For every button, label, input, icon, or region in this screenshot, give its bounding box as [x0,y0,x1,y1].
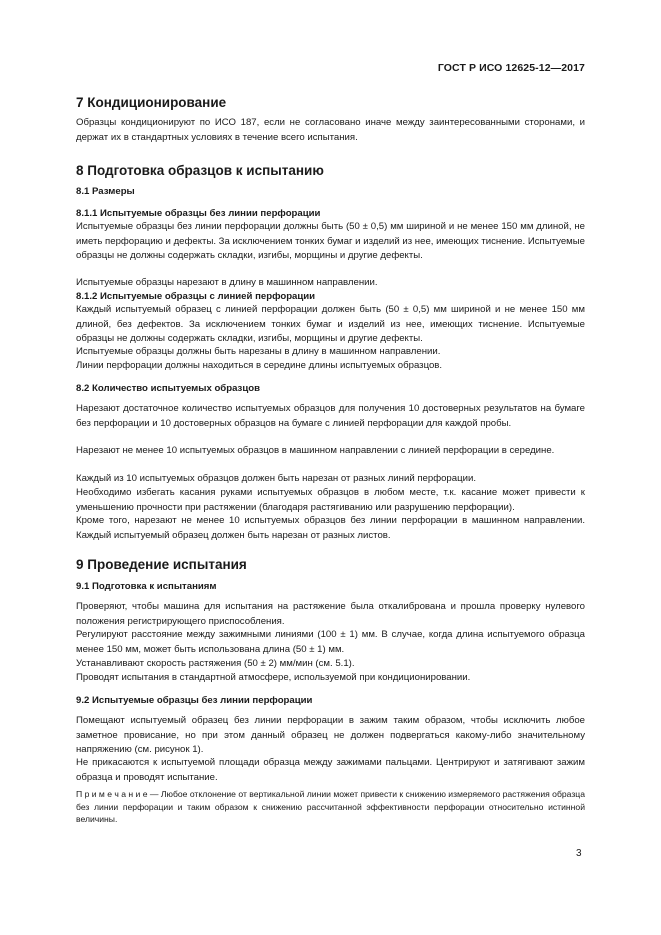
section-9-1-paragraph-2: Регулируют расстояние между зажимными линиями (100 ± 1) мм. В случае, когда длина испытуемого образца менее 150 мм, может быть использована длина (50 ± 1) мм. [76,629,585,655]
section-8-2-paragraph-5: Кроме того, нарезают не менее 10 испытуемых образцов без линии перфорации в машинном направлении. Каждый испытуемый образец должен быть нарезан от разных листов. [76,515,585,541]
section-8-1-1-title: 8.1.1 Испытуемые образцы без линии перфорации [76,208,321,219]
section-9-1-paragraph-1: Проверяют, чтобы машина для испытания на растяжение была откалиброванa и прошла проверку нулевого положения регистрирующего приспособления. [76,601,585,627]
section-9-2-title: 9.2 Испытуемые образцы без линии перфорации [76,695,313,706]
section-7-title: 7 Кондиционирование [76,95,227,110]
section-7-paragraph: Образцы кондиционируют по ИСО 187, если не согласовано иначе между заинтересованными сторонами, и держат их в стандартных условиях в течение всего испытания. [76,117,585,143]
section-8-1-2-title: 8.1.2 Испытуемые образцы с линией перфорации [76,291,316,302]
section-8-2-paragraph-1: Нарезают достаточное количество испытуемых образцов для получения 10 достоверных результатов на бумаге без перфорации и 10 достоверных образцов на бумаге с линией перфорации для каждой пробы. [76,403,585,429]
section-8-2-paragraph-2: Нарезают не менее 10 испытуемых образцов в машинном направлении с линией перфорации в середине. [76,445,555,456]
section-9-2-paragraph-2: Не прикасаются к испытуемой площади образца между зажимами пальцами. Центрируют и затягивают зажим образца и проводят испытание. [76,757,585,783]
note-text: — Любое отклонение от вертикальной линии может привести к снижению измеряемого растяжения образца без линии перфорации и таким образом к снижению рассчитанной эффективности перфорации относительно истинной величины. [76,789,585,824]
note-label: П р и м е ч а н и е [76,789,148,799]
section-9-1-paragraph-3: Устанавливают скорость растяжения (50 ± 2) мм/мин (см. 5.1). [76,658,355,669]
section-8-1-2-paragraph-2: Испытуемые образцы должны быть нарезаны в длину в машинном направлении. [76,346,441,357]
section-8-1-1-paragraph-2: Испытуемые образцы нарезают в длину в машинном направлении. [76,277,378,288]
section-8-2-paragraph-4: Необходимо избегать касания руками испытуемых образцов в любом месте, т.к. касание может привести к уменьшению прочности при растяжении (благодаря растягиванию или разрушению перфорации). [76,487,585,513]
section-8-1-1-paragraph-1: Испытуемые образцы без линии перфорации должны быть (50 ± 0,5) мм шириной и не менее 150 мм длиной, не иметь перфорацию и дефекты. За исключением тонких бумаг и изделий из нее, имеющих тиснение. Испытуемые образцы не должны содержать складки, изгибы, морщины и другие дефекты. [76,221,585,261]
section-9-1-title: 9.1 Подготовка к испытаниям [76,581,217,592]
document-id: ГОСТ Р ИСО 12625-12—2017 [437,62,585,74]
section-9-1-paragraph-4: Проводят испытания в стандартной атмосфере, используемой при кондиционировании. [76,672,471,683]
section-8-1-title: 8.1 Размеры [76,186,135,197]
note [76,788,585,826]
section-8-1-2-paragraph-1: Каждый испытуемый образец с линией перфорации должен быть (50 ± 0,5) мм шириной и не менее 150 мм длиной, без дефектов. За исключением тонких бумаг и изделий из нее, имеющих тиснение. Испытуемые образцы не должны содержать складки, изгибы, морщины и другие дефекты. [76,304,585,344]
page-number: 3 [576,848,582,859]
section-8-title: 8 Подготовка образцов к испытанию [76,163,324,178]
section-9-title: 9 Проведение испытания [76,557,247,572]
section-8-2-title: 8.2 Количество испытуемых образцов [76,383,260,394]
section-8-1-2-paragraph-3: Линии перфорации должны находиться в середине длины испытуемых образцов. [76,360,443,371]
section-9-2-paragraph-1: Помещают испытуемый образец без линии перфорации в зажим таким образом, чтобы исключить любое заметное провисание, но при этом данный образец не должен подвергаться какому-либо значительному напряжению (см. рисунок 1). [76,715,585,755]
section-8-2-paragraph-3: Каждый из 10 испытуемых образцов должен быть нарезан от разных линий перфорации. [76,473,476,484]
